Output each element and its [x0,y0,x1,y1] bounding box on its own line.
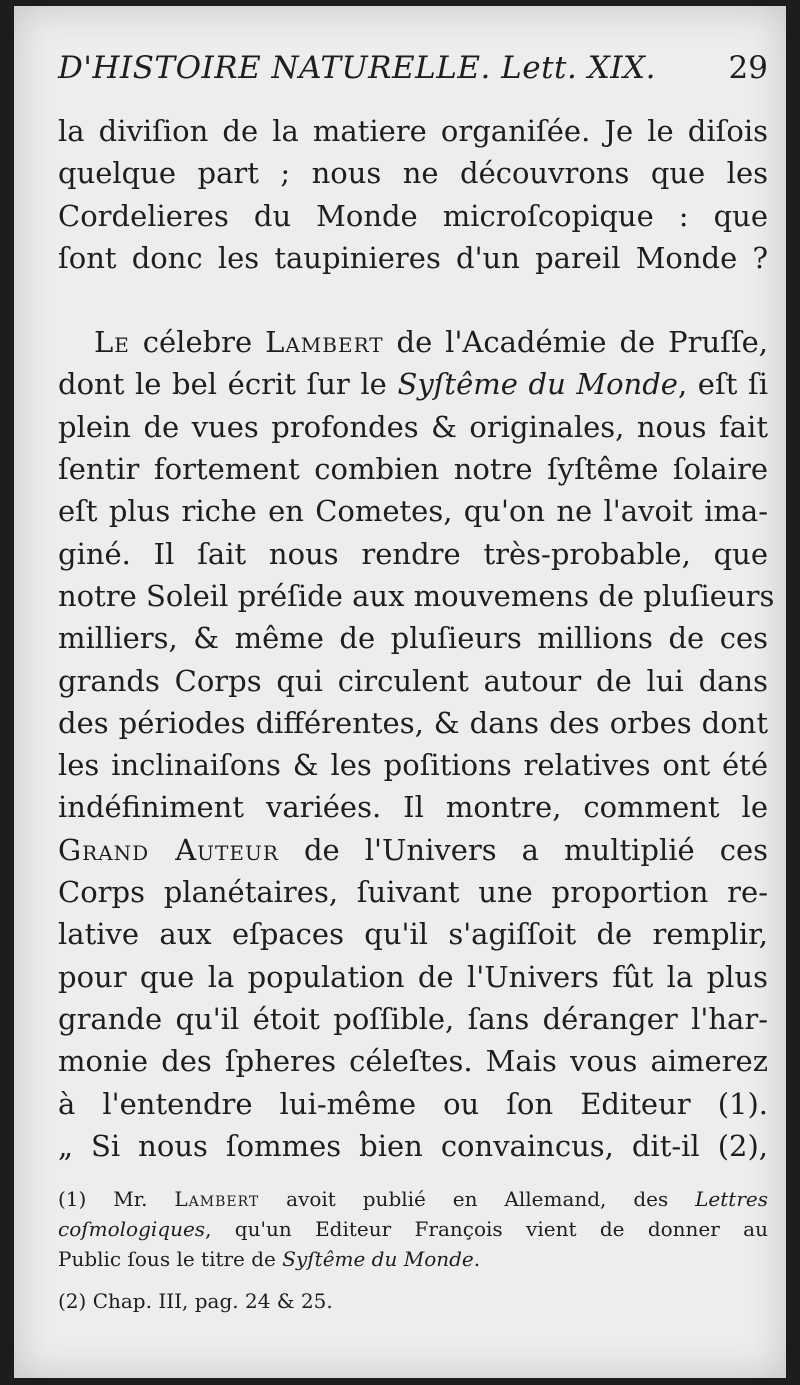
text-span: avoit publié en Allemand, des [259,1187,696,1211]
paragraph-gap [58,279,768,321]
grand-auteur: Grand Auteur [58,832,279,867]
text-span: , eſt ſi [677,367,768,402]
text-line [58,363,768,405]
text-line: lative aux eſpaces qu'il s'agiſſoit de remplir, [58,917,768,952]
text-line: milliers, & même de pluſieurs millions de ces [58,621,768,656]
text-line: la diviſion de la matiere organiſée. Je le diſois [58,114,768,148]
text-line: quelque part ; nous ne découvrons que les [58,156,768,191]
book-title: Lettres [695,1187,768,1211]
text-line: ſont donc les taupinieres d'un pareil Monde ? [58,240,768,275]
text-span: de l'Académie de Pruſſe, [383,325,768,360]
text-line: monie des ſpheres céleſtes. Mais vous aimerez [58,1044,768,1079]
book-title: Syſtême du Monde [397,367,678,402]
author-name: Lambert [265,325,384,360]
footnote-line: (2) Chap. III, pag. 24 & 25. [58,1289,333,1313]
footnote-line [58,1214,768,1244]
text-line: indéfiniment variées. Il montre, comment le [58,790,768,825]
text-span: célebre [129,325,266,360]
text-span: dont le bel écrit ſur le [58,367,398,402]
author-name: Lambert [174,1187,260,1211]
footnote-line [58,1184,768,1214]
text-line: pour que la population de l'Univers fût la plus [58,959,768,994]
page-body [58,110,775,1167]
text-span: (1) Mr. [58,1187,175,1211]
text-line: plein de vues profondes & originales, nous fait [58,409,768,444]
page-header [58,50,768,100]
text-line: des périodes différentes, & dans des orbes dont [58,705,768,740]
text-span: de l'Univers a multiplié ces [278,832,768,867]
text-line: eſt plus riche en Cometes, qu'on ne l'avoit ima- [58,494,768,529]
text-line: à l'entendre lui-même ou ſon Editeur (1). [58,1086,768,1121]
text-line: notre Soleil préſide aux mouvemens de pluſieurs [58,578,775,613]
text-line [58,321,768,363]
lead-word: Le [94,325,130,360]
footnotes [58,1184,768,1316]
book-title: coſmologiques [58,1217,206,1241]
text-line [58,829,768,871]
book-title: Syſtême du Monde [282,1247,474,1271]
page-number: 29 [728,50,768,86]
text-line: giné. Il ſait nous rendre très-probable, que [58,536,768,571]
text-line: Corps planétaires, ſuivant une proportion re- [58,875,768,910]
text-line: les inclinaiſons & les poſitions relatives ont été [58,748,768,783]
footnote-gap [58,1274,768,1286]
text-line: grande qu'il étoit poſſible, ſans déranger l'har- [58,1001,768,1036]
text-line: „ Si nous ſommes bien convaincus, dit-il (2), [58,1128,768,1163]
text-span: , qu'un Editeur François vient de donner au [205,1217,768,1241]
text-span: Public ſous le titre de [58,1247,283,1271]
book-page [14,6,786,1378]
text-line: grands Corps qui circulent autour de lui dans [58,663,768,698]
running-title: D'HISTOIRE NATURELLE. Lett. XIX. [58,50,656,86]
text-line: Cordelieres du Monde microſcopique : que [58,198,768,233]
text-line: ſentir fortement combien notre ſyſtême ſolaire [58,452,768,487]
footnote-line [58,1244,768,1274]
text-span: . [473,1247,481,1271]
